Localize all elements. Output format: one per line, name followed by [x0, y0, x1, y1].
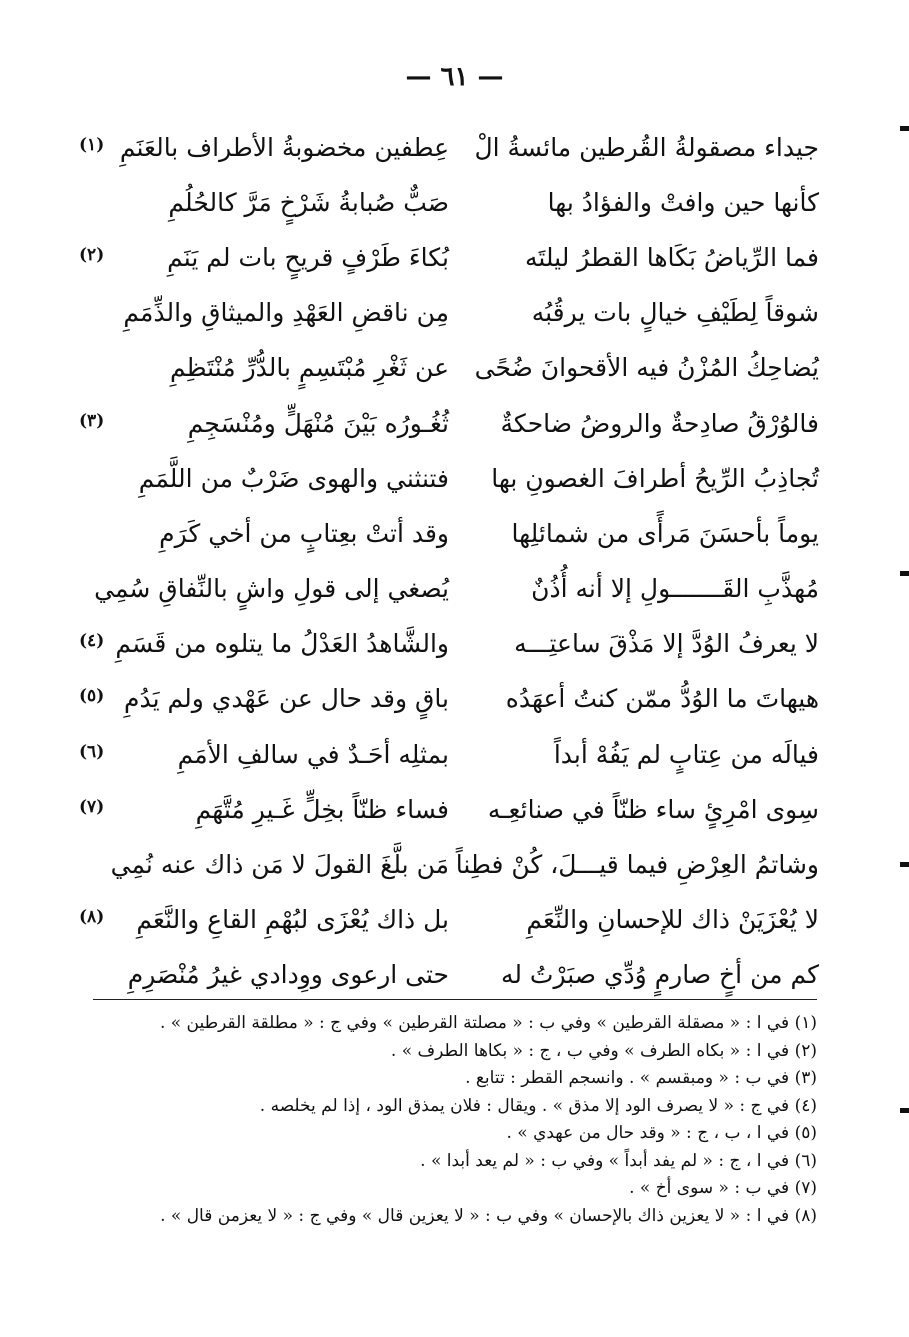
verse-second-hemistich: [79, 574, 449, 604]
footnotes: [77, 1010, 817, 1230]
verse-line: [79, 341, 819, 396]
verse-first-hemistich: فيالَه من عِتابٍ لم يَفُهْ أبداً: [553, 739, 819, 769]
footnote-divider: [93, 999, 817, 1000]
second-hemistich-text: باقٍ وقد حال عن عَهْدي ولم يَدُمِ: [124, 684, 449, 714]
footnote: (٢) في ا : « بكاه الطرف » وفي ب ، ج : « بكاها الطرف » .: [390, 1040, 817, 1061]
scan-edge-mark: [900, 862, 909, 867]
verse-first-hemistich: يوماً بأحسَنَ مَرأًى من شمائلِها: [511, 518, 819, 548]
poem: [79, 120, 819, 1003]
footnote-ref: (٣): [79, 410, 105, 431]
verse-first-hemistich: لا يعرفُ الوُدَّ إلا مَذْقَ ساعتِـــه: [514, 629, 819, 659]
footnote-ref: (٤): [79, 631, 105, 652]
verse-first-hemistich: هيهاتَ ما الوُدُّ ممّن كنتُ أعهَدُه: [505, 684, 819, 714]
verse-first-hemistich: فما الرِّياضُ بَكَاها القطرُ ليلتَه: [524, 242, 819, 272]
second-hemistich-text: ثُغُـورُه بَيْنَ مُنْهَلٍّ ومُنْسَجِمِ: [187, 408, 449, 438]
verse-line: [79, 562, 819, 617]
verse-first-hemistich: تُجاذِبُ الرِّيحُ أطرافَ الغصونِ بها: [491, 463, 819, 493]
verse-line: [79, 727, 819, 782]
verse-line: [79, 506, 819, 561]
verse-line: [79, 286, 819, 341]
footnote-ref: (٧): [79, 796, 105, 817]
verse-second-hemistich: [79, 298, 449, 328]
verse-line: [79, 782, 819, 837]
verse-second-hemistich: [79, 409, 449, 439]
footnote: (١) في ا : « مصقلة القرطين » وفي ب : « مصلتة القرطين » وفي ج : « مطلقة القرطين » .: [159, 1013, 817, 1033]
verse-second-hemistich: [79, 850, 449, 880]
footnote: (٧) في ب : « سوى أخ » .: [629, 1178, 817, 1198]
page-number: — ٦١ —: [405, 62, 504, 92]
footnote: (٣) في ب : « ومبقسم » . وانسجم القطر : تتابع .: [465, 1068, 817, 1088]
verse-second-hemistich: [79, 684, 449, 714]
verse-line: [79, 120, 819, 175]
verse-second-hemistich: [79, 740, 449, 770]
verse-second-hemistich: [79, 519, 449, 549]
verse-second-hemistich: [79, 960, 449, 990]
second-hemistich-text: والشَّاهدُ العَدْلُ ما يتلوه من قَسَمِ: [115, 629, 449, 659]
verse-second-hemistich: [79, 795, 449, 825]
footnote: (٥) في ا ، ب ، ج : « وقد حال من عهدي » .: [506, 1123, 817, 1143]
verse-line: [79, 175, 819, 230]
footnote-ref: (٢): [79, 244, 105, 265]
verse-line: [79, 230, 819, 285]
verse-first-hemistich: شوقاً لِطَيْفِ خيالٍ بات يرقُبُه: [531, 298, 819, 328]
scan-edge-mark: [900, 1108, 909, 1113]
verse-second-hemistich: [79, 188, 449, 218]
second-hemistich-text: مِن ناقضِ العَهْدِ والميثاقِ والذِّمَمِ: [123, 298, 449, 328]
verse-line: [79, 451, 819, 506]
footnote-ref: (٦): [79, 741, 105, 762]
verse-first-hemistich: وشاتمُ العِرْضِ فيما قيـــلَ، كُنْ فطِناً: [455, 850, 819, 880]
second-hemistich-text: يُصغي إلى قولِ واشٍ بالنِّفاقِ سُمِي: [94, 574, 449, 604]
verse-second-hemistich: [79, 133, 449, 163]
footnote-ref: (١): [79, 134, 105, 155]
verse-first-hemistich: جيداء مصقولةُ القُرطين مائسةُ الْ: [474, 132, 819, 162]
verse-line: [79, 617, 819, 672]
verse-first-hemistich: كم من أخٍ صارمٍ وُدِّي صبَرْتُ له: [500, 960, 819, 990]
second-hemistich-text: عن ثَغْرِ مُبْتَسِمٍ بالدُّرِّ مُنْتَظِمِ: [170, 353, 449, 383]
scan-edge-mark: [900, 126, 909, 131]
second-hemistich-text: صَبٌّ صُبابةُ شَرْخٍ مَرَّ كالحُلُمِ: [168, 187, 449, 217]
footnote-ref: (٥): [79, 686, 105, 707]
verse-first-hemistich: لا يُعْزَيَنْ ذاك للإحسانِ والنِّعَمِ: [526, 905, 819, 935]
second-hemistich-text: بل ذاك يُعْزَى لبُهْمِ القاعِ والنَّعَمِ: [136, 905, 449, 935]
second-hemistich-text: بمثلِه أحَـدٌ في سالفِ الأمَمِ: [177, 739, 449, 769]
verse-first-hemistich: سِوى امْرِئٍ ساء ظنّاً في صنائعِـه: [487, 794, 819, 824]
second-hemistich-text: وقد أتتْ بعِتابٍ من أخي كَرَمِ: [159, 518, 449, 548]
verse-second-hemistich: [79, 243, 449, 273]
footnote: (٦) في ا ، ج : « لم يفد أبداً » وفي ب : « لم يعد أبدا » .: [420, 1150, 817, 1171]
verse-first-hemistich: يُضاحِكُ المُزْنُ فيه الأقحوانَ ضُحًى: [474, 353, 819, 383]
verse-line: [79, 396, 819, 451]
footnote: (٤) في ج : « لا يصرف الود إلا مذق » . ويقال : فلان يمذق الود ، إذا لم يخلصه .: [259, 1095, 817, 1116]
second-hemistich-text: فساء ظنّاً بخِلٍّ غَـيرِ مُتَّهَمِ: [195, 794, 449, 824]
verse-first-hemistich: مُهذَّبِ القَـــــــولِ إلا أنه أُذُنٌ: [531, 574, 819, 604]
verse-first-hemistich: كأنها حين وافتْ والفؤادُ بها: [547, 187, 819, 217]
second-hemistich-text: حتى ارعوى ووِدادي غيرُ مُنْصَرِمِ: [127, 960, 449, 990]
verse-second-hemistich: [79, 905, 449, 935]
verse-line: [79, 893, 819, 948]
second-hemistich-text: عِطفين مخضوبةُ الأطراف بالعَنَمِ: [119, 132, 449, 162]
second-hemistich-text: بُكاءَ طَرْفٍ قريحٍ بات لم يَنَمِ: [167, 242, 449, 272]
verse-line: [79, 672, 819, 727]
verse-line: [79, 948, 819, 1003]
footnote-ref: (٨): [79, 907, 105, 928]
verse-first-hemistich: فالوُرْقُ صادِحةٌ والروضُ ضاحكةٌ: [500, 408, 819, 438]
verse-second-hemistich: [79, 464, 449, 494]
footnote: (٨) في ا : « لا يعزين ذاك بالإحسان » وفي ب : « لا يعزين قال » وفي ج : « لا يعزمن قال » .: [160, 1205, 817, 1226]
second-hemistich-text: مَن بلَّغَ القولَ لا مَن ذاك عنه نُمِي: [110, 850, 449, 880]
verse-second-hemistich: [79, 629, 449, 659]
second-hemistich-text: فتنثني والهوى ضَرْبٌ من اللَّمَمِ: [138, 463, 449, 493]
scan-edge-mark: [900, 571, 909, 576]
verse-second-hemistich: [79, 353, 449, 383]
verse-line: [79, 837, 819, 892]
